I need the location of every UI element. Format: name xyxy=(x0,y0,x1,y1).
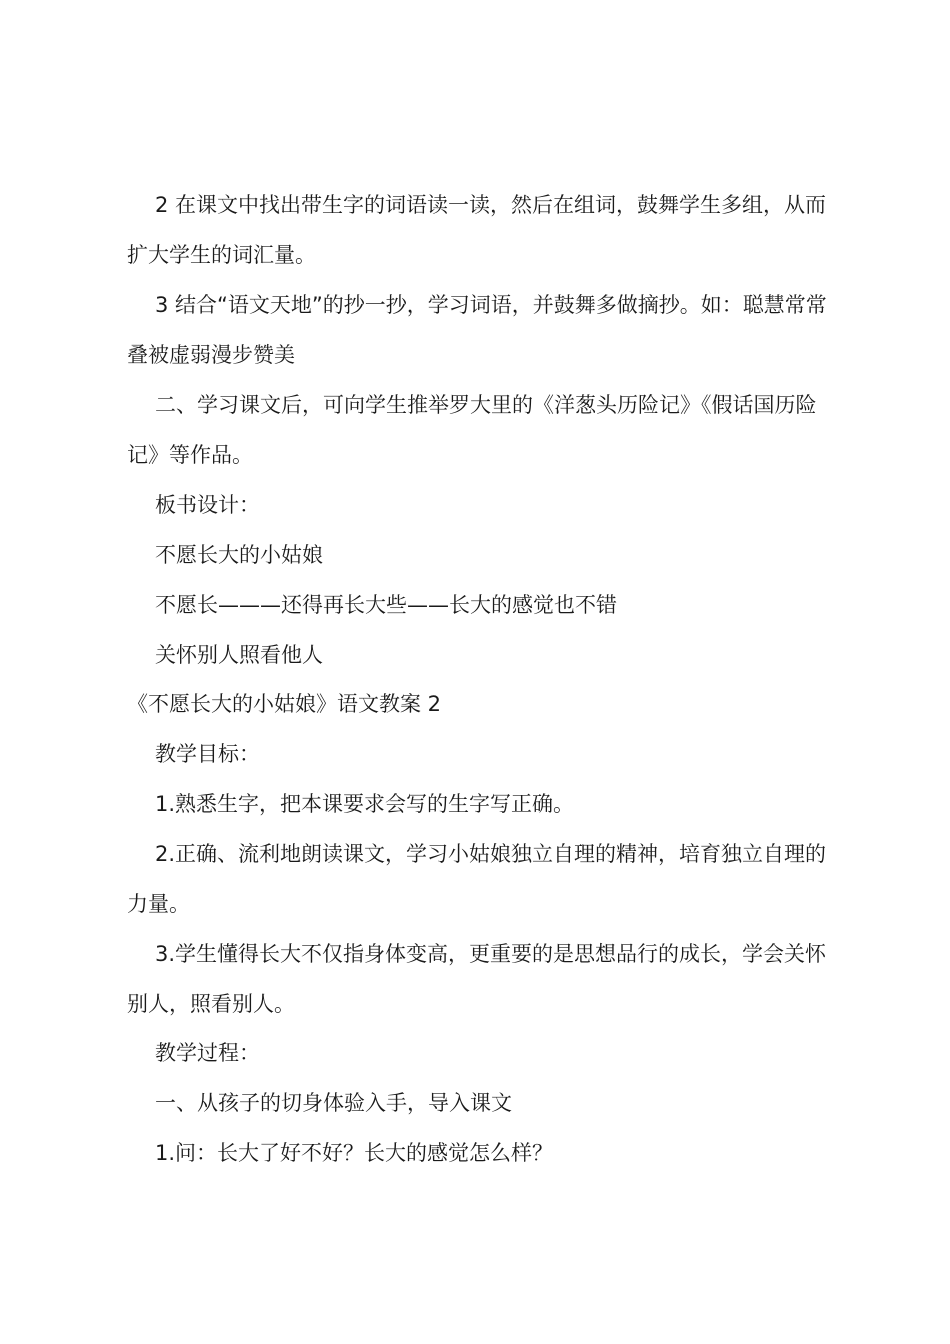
paragraph-board-line-3: 关怀别人照看他人 xyxy=(155,643,323,667)
paragraph-vocabulary-practice: 2 在课文中找出带生字的词语读一读，然后在组词，鼓舞学生多组，从而扩大学生的词汇量。 xyxy=(127,193,827,267)
paragraph-word-copying: 3 结合“语文天地”的抄一抄，学习词语，并鼓舞多做摘抄。如：聪慧常常叠被虚弱漫步赞美 xyxy=(127,293,827,367)
paragraph-book-recommendation: 二、学习课文后，可向学生推举罗大里的《洋葱头历险记》《假话国历险记》等作品。 xyxy=(127,393,817,467)
section-title-lesson-plan-2: 《不愿长大的小姑娘》语文教案 2 xyxy=(127,692,442,716)
paragraph-goal-2: 2.正确、流利地朗读课文，学习小姑娘独立自理的精神，培育独立自理的力量。 xyxy=(127,842,827,916)
paragraph-goal-1: 1.熟悉生字，把本课要求会写的生字写正确。 xyxy=(155,792,575,816)
paragraph-step-1-question: 1.问：长大了好不好？长大的感觉怎么样？ xyxy=(155,1141,554,1165)
paragraph-goal-3: 3.学生懂得长大不仅指身体变高，更重要的是思想品行的成长，学会关怀别人，照看别人。 xyxy=(127,942,827,1016)
paragraph-board-line-2: 不愿长———还得再长大些——长大的感觉也不错 xyxy=(155,593,617,617)
paragraph-teaching-goals-title: 教学目标： xyxy=(155,742,260,766)
paragraph-board-line-1: 不愿长大的小姑娘 xyxy=(155,543,323,567)
paragraph-step-1-title: 一、从孩子的切身体验入手，导入课文 xyxy=(155,1091,512,1115)
paragraph-board-design-title: 板书设计： xyxy=(155,493,260,517)
paragraph-teaching-process-title: 教学过程： xyxy=(155,1041,260,1065)
